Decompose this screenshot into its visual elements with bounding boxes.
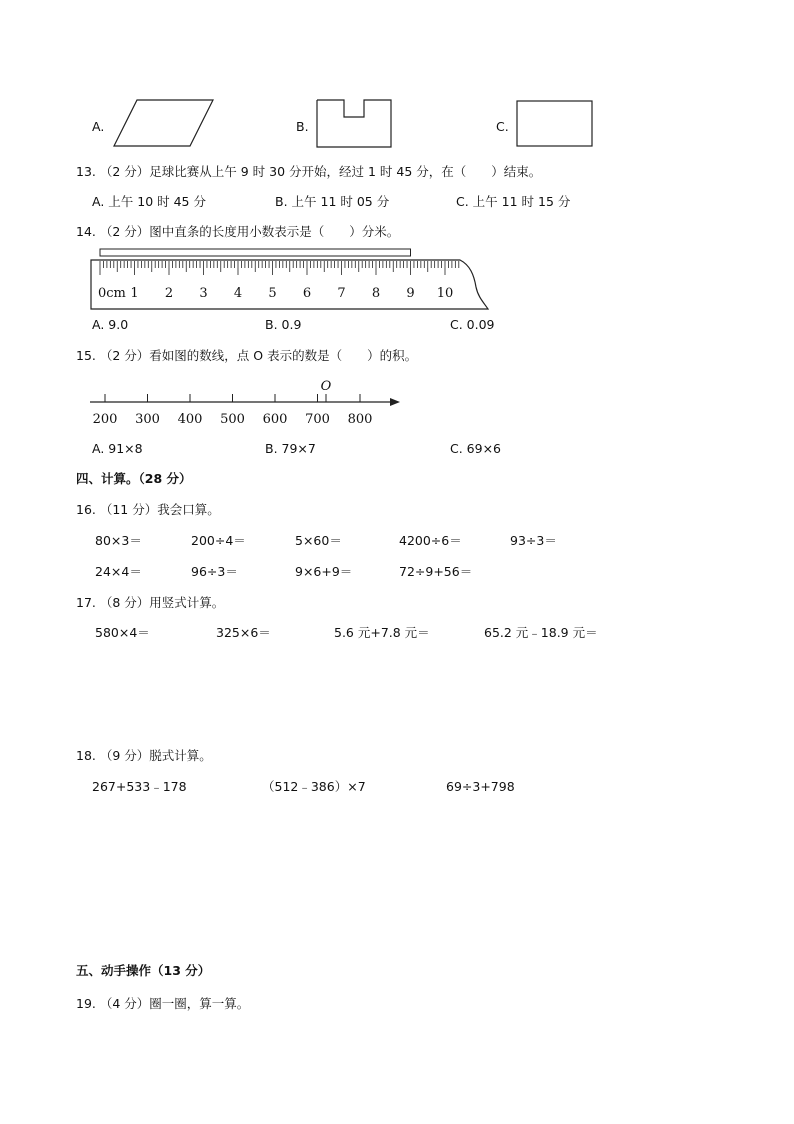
- ruler-label: 3: [199, 286, 208, 301]
- q15-option-a: A. 91×8: [92, 441, 143, 456]
- q15-option-b: B. 79×7: [265, 441, 316, 456]
- q16-item: 72÷9+56＝: [399, 564, 473, 579]
- q16-item: 9×6+9＝: [295, 564, 353, 579]
- rectangle-figure: [516, 100, 594, 148]
- q17-item: 65.2 元﹣18.9 元＝: [484, 625, 598, 640]
- ruler-label: 6: [302, 286, 312, 301]
- q14-option-c: C. 0.09: [450, 317, 495, 332]
- parallelogram-figure: [112, 99, 216, 148]
- q12-option-b-label: B.: [296, 119, 309, 134]
- ruler-label: 0cm: [98, 286, 126, 301]
- q13-option-b: B. 上午 11 时 05 分: [275, 194, 390, 209]
- q17-stem: 17. （8 分）用竖式计算。: [76, 595, 225, 610]
- q14-stem: 14. （2 分）图中直条的长度用小数表示是（ ）分米。: [76, 224, 400, 239]
- ruler-figure: [88, 247, 493, 313]
- q15-option-c: C. 69×6: [450, 441, 502, 456]
- q16-item: 80×3＝: [95, 533, 142, 548]
- q15-stem: 15. （2 分）看如图的数线，点 O 表示的数是（ ）的积。: [76, 348, 418, 363]
- q18-item: 267+533﹣178: [92, 779, 187, 794]
- ruler-label: 1: [130, 286, 139, 301]
- q16-stem: 16. （11 分）我会口算。: [76, 502, 220, 517]
- ruler-label: 5: [268, 286, 277, 301]
- number-line-arrow-icon: [390, 398, 400, 406]
- q14-option-b: B. 0.9: [265, 317, 302, 332]
- number-line-label: 700: [305, 412, 330, 427]
- ruler-label: 8: [371, 286, 381, 301]
- q18-item: （512﹣386）×7: [262, 779, 366, 794]
- q16-item: 200÷4＝: [191, 533, 246, 548]
- q17-item: 580×4＝: [95, 625, 150, 640]
- q16-item: 5×60＝: [295, 533, 342, 548]
- q16-item: 4200÷6＝: [399, 533, 462, 548]
- q19-stem: 19. （4 分）圈一圈，算一算。: [76, 996, 250, 1011]
- q12-option-c-label: C.: [496, 119, 509, 134]
- ruler-label: 9: [406, 286, 415, 301]
- section-5-title: 五、动手操作（13 分）: [76, 963, 211, 978]
- number-line-ticks: [105, 394, 360, 402]
- q13-stem: 13. （2 分）足球比赛从上午 9 时 30 分开始，经过 1 时 45 分，在（ ）结束。: [76, 164, 542, 179]
- q17-item: 5.6 元+7.8 元＝: [334, 625, 430, 640]
- number-line-label: 500: [220, 412, 245, 427]
- q14-option-a: A. 9.0: [92, 317, 129, 332]
- ruler-label: 10: [436, 286, 454, 301]
- section-4-title: 四、计算。（28 分）: [76, 471, 192, 486]
- number-line-label: 800: [347, 412, 373, 427]
- point-o-label: O: [320, 379, 332, 394]
- q13-option-c: C. 上午 11 时 15 分: [456, 194, 571, 209]
- ruler-label: 7: [337, 286, 346, 301]
- q16-item: 24×4＝: [95, 564, 142, 579]
- q16-item: 96÷3＝: [191, 564, 238, 579]
- ruler-label: 4: [233, 286, 243, 301]
- number-line-label: 300: [135, 412, 160, 427]
- number-line-label: 200: [92, 412, 118, 427]
- measured-bar: [100, 249, 411, 256]
- number-line-figure: [88, 374, 408, 430]
- number-line-label: 400: [177, 412, 203, 427]
- ruler-label: 2: [164, 286, 174, 301]
- notched-rectangle-figure: [316, 99, 394, 149]
- q13-option-a: A. 上午 10 时 45 分: [92, 194, 206, 209]
- q16-item: 93÷3＝: [510, 533, 557, 548]
- q18-stem: 18. （9 分）脱式计算。: [76, 748, 212, 763]
- q12-option-a-label: A.: [92, 119, 105, 134]
- number-line-labels: [93, 412, 373, 427]
- q17-item: 325×6＝: [216, 625, 271, 640]
- q18-item: 69÷3+798: [446, 779, 515, 794]
- number-line-label: 600: [262, 412, 288, 427]
